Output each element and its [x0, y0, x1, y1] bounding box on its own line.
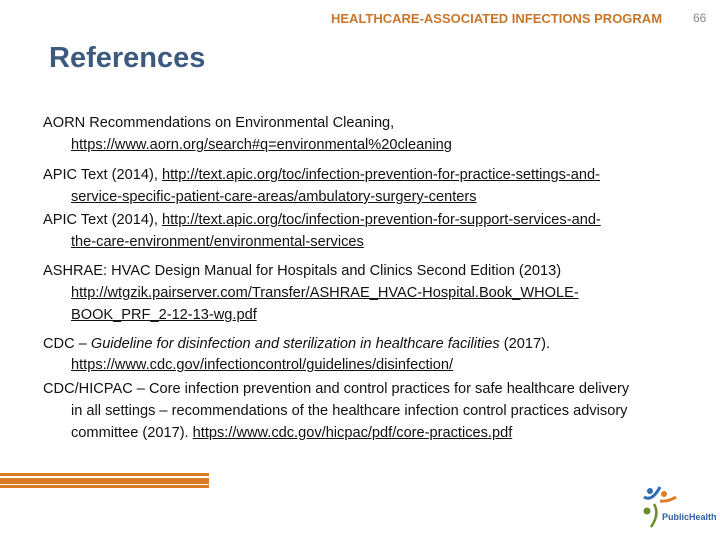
reference-text: AORN Recommendations on Environmental Cleaning, — [43, 115, 395, 131]
reference-link[interactable]: BOOK_PRF_2-12-13-wg.pdf — [71, 307, 257, 323]
reference-line — [71, 402, 627, 420]
program-header: HEALTHCARE-ASSOCIATED INFECTIONS PROGRAM — [331, 11, 663, 26]
reference-link[interactable]: service-specific-patient-care-areas/ambulatory-surgery-centers — [71, 189, 477, 205]
reference-text: committee (2017). — [71, 425, 193, 441]
decorative-bar — [0, 473, 209, 476]
reference-link[interactable]: the-care-environment/environmental-services — [71, 234, 364, 250]
reference-link[interactable]: http://wtgzik.pairserver.com/Transfer/ASHRAE_HVAC-Hospital.Book_WHOLE- — [71, 285, 579, 301]
reference-line — [71, 356, 453, 374]
decorative-bar — [0, 485, 209, 488]
reference-link[interactable]: https://www.aorn.org/search#q=environmental%20cleaning — [71, 137, 452, 153]
reference-text: APIC Text (2014), — [43, 167, 162, 183]
reference-line — [71, 424, 512, 442]
reference-line — [43, 262, 561, 280]
reference-line — [71, 284, 579, 302]
logo-text: PublicHealth — [662, 512, 717, 522]
reference-line — [71, 188, 477, 206]
reference-line — [43, 335, 550, 353]
reference-text: ASHRAE: HVAC Design Manual for Hospitals and Clinics Second Edition (2013) — [43, 263, 562, 279]
reference-text: (2017). — [499, 336, 550, 352]
reference-line — [71, 306, 257, 324]
reference-line — [43, 380, 629, 398]
reference-line — [71, 233, 364, 251]
reference-link[interactable]: https://www.cdc.gov/infectioncontrol/guidelines/disinfection/ — [71, 357, 454, 373]
reference-line — [71, 136, 452, 154]
page-title: References — [49, 42, 206, 74]
reference-line — [43, 166, 600, 184]
public-health-logo — [640, 482, 718, 530]
reference-link[interactable]: http://text.apic.org/toc/infection-prevention-for-support-services-and- — [161, 212, 601, 228]
reference-text: Guideline for disinfection and sterilization in healthcare facilities — [90, 336, 500, 352]
reference-text: in all settings – recommendations of the healthcare infection control practices advisory — [71, 403, 628, 419]
reference-link[interactable]: http://text.apic.org/toc/infection-prevention-for-practice-settings-and- — [161, 167, 600, 183]
reference-link[interactable]: https://www.cdc.gov/hicpac/pdf/core-practices.pdf — [192, 425, 513, 441]
reference-line — [43, 114, 394, 132]
page-number: 66 — [693, 11, 707, 25]
reference-text: APIC Text (2014), — [43, 212, 162, 228]
reference-text: CDC – — [43, 336, 91, 352]
decorative-bar — [0, 478, 209, 484]
reference-text: CDC/HICPAC – Core infection prevention and control practices for safe healthcare delivery — [43, 381, 630, 397]
reference-line — [43, 211, 601, 229]
